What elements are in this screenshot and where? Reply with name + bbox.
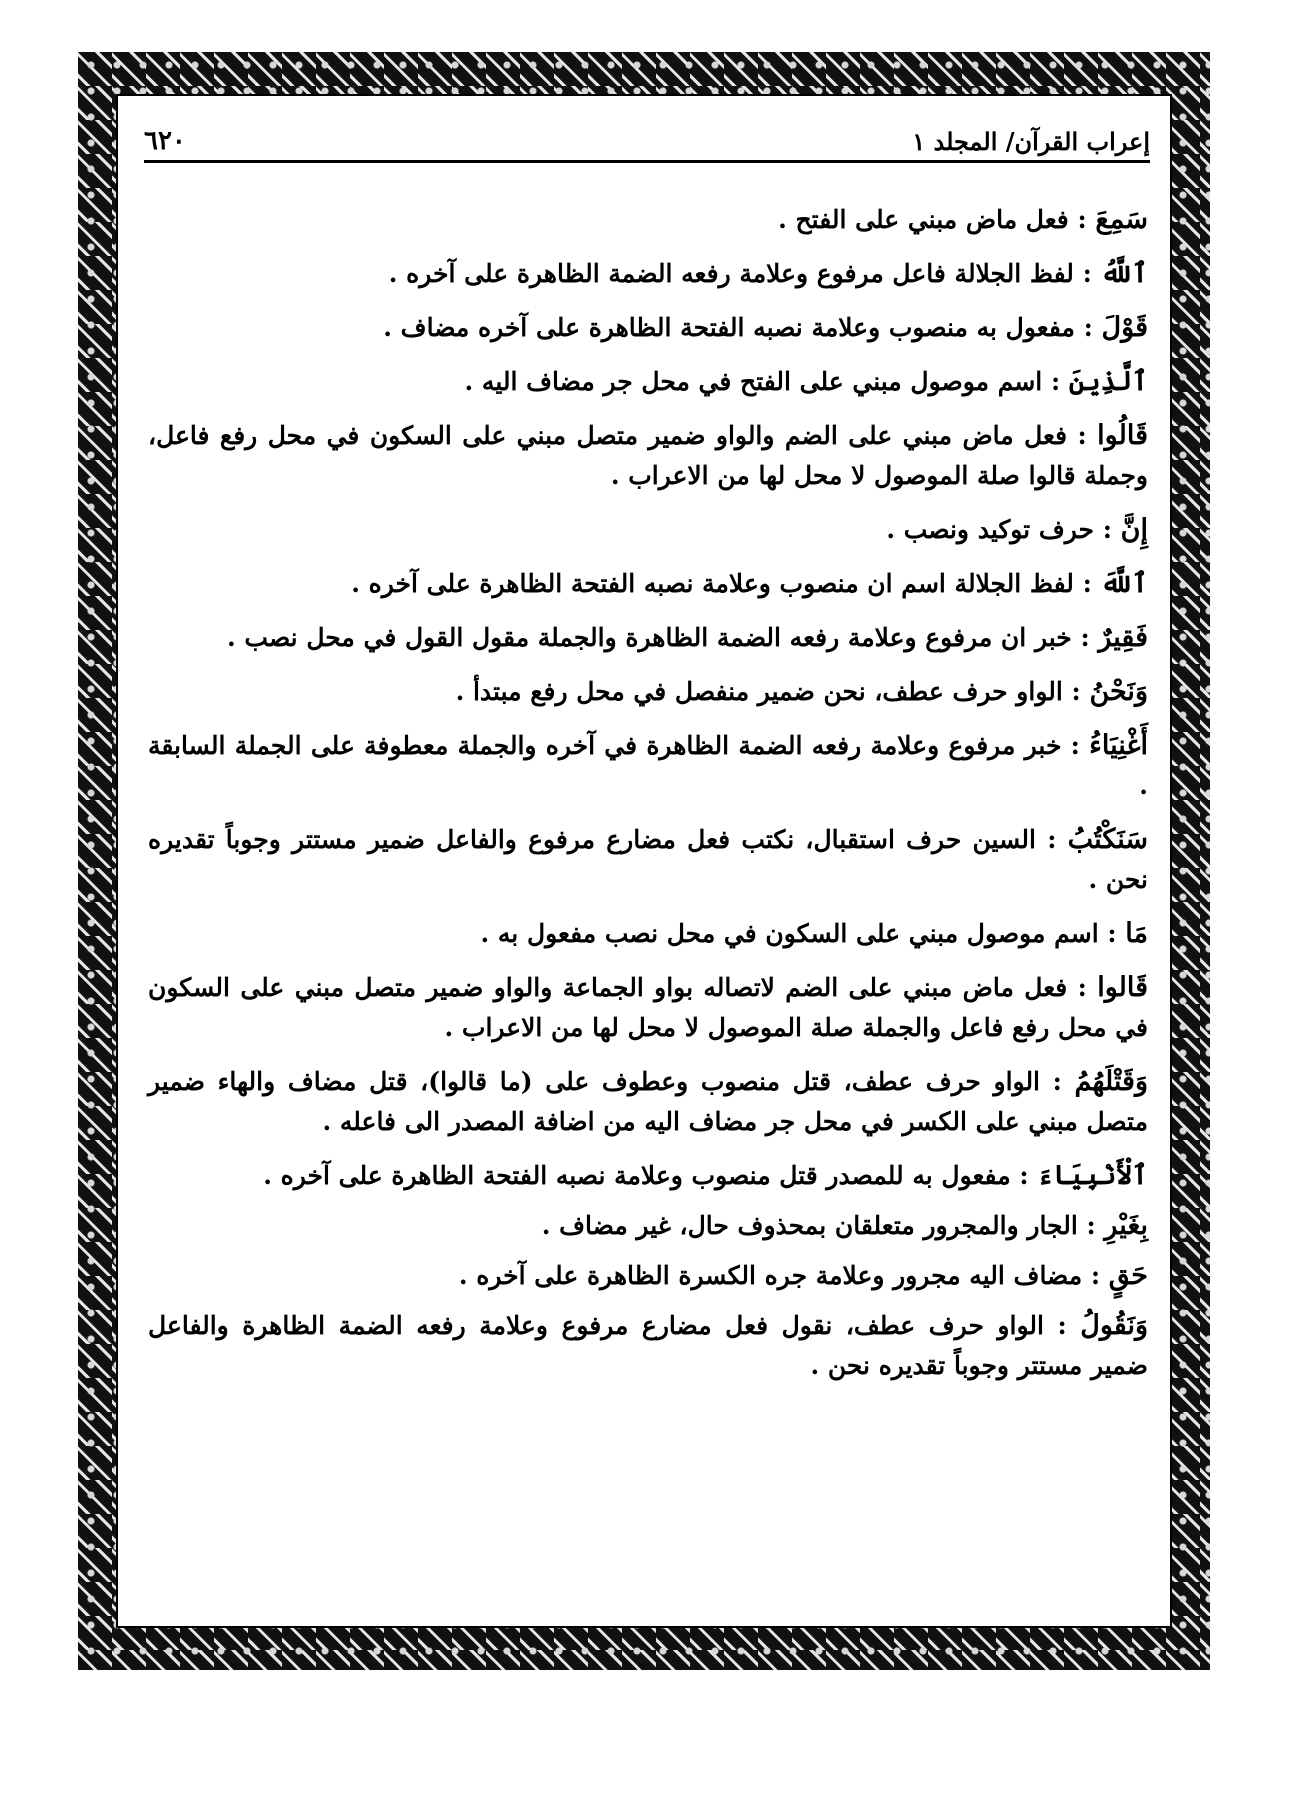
entry-text: خبر مرفوع وعلامة رفعه الضمة الظاهرة في آخره والجملة معطوفة على الجملة السابقة . xyxy=(148,731,1148,800)
entry-text: الجار والمجرور متعلقان بمحذوف حال، غير مضاف . xyxy=(541,1211,1078,1240)
entry-text: خبر ان مرفوع وعلامة رفعه الضمة الظاهرة والجملة مقول القول في محل نصب . xyxy=(227,623,1072,652)
entry-text: اسم موصول مبني على السكون في محل نصب مفعول به . xyxy=(480,919,1099,948)
page-header xyxy=(144,122,1150,163)
entry-text: فعل ماض مبني على الضم والواو ضمير متصل مبني على السكون في محل رفع فاعل، وجملة قالوا صلة الموصول لا محل لها من الاعراب . xyxy=(148,421,1148,490)
entry-text: فعل ماض مبني على الضم لاتصاله بواو الجماعة والواو ضمير متصل مبني على السكون في محل رفع فاعل والجملة صلة الموصول لا محل لها من الاعراب . xyxy=(148,973,1148,1042)
entry-word: بِغَيْرِ xyxy=(1104,1210,1148,1241)
entry-text: الواو حرف عطف، نحن ضمير منفصل في محل رفع مبتدأ . xyxy=(455,677,1063,706)
entry: وَقَتْلَهُمُ : الواو حرف عطف، قتل منصوب وعطوف على (ما قالوا)، قتل مضاف والهاء ضمير متصل مبني على الكسر في محل جر مضاف اليه من اضافة المصدر الى فاعله . xyxy=(148,1066,1148,1136)
entry: ٱلَّذِينَ : اسم موصول مبني على الفتح في محل جر مضاف اليه . xyxy=(464,366,1148,397)
entry: بِغَيْرِ : الجار والمجرور متعلقان بمحذوف حال، غير مضاف . xyxy=(541,1210,1148,1241)
entry-text: مفعول به منصوب وعلامة نصبه الفتحة الظاهرة على آخره مضاف . xyxy=(383,313,1075,342)
entry-word: وَقَتْلَهُمُ xyxy=(1074,1066,1148,1097)
entry-text: مفعول به للمصدر قتل منصوب وعلامة نصبه الفتحة الظاهرة على آخره . xyxy=(263,1161,1011,1190)
running-title: إعراب القرآن/ المجلد ١ xyxy=(912,127,1150,156)
entry-word: ٱللَّهَ xyxy=(1100,568,1148,599)
entry-word: ٱلَّذِينَ xyxy=(1068,366,1148,397)
entry-word: سَنَكْتُبُ xyxy=(1067,824,1148,855)
irab-entries xyxy=(148,200,1148,1400)
entry-text: الواو حرف عطف، قتل منصوب وعطوف على (ما قالوا)، قتل مضاف والهاء ضمير متصل مبني على الكسر في محل جر مضاف اليه من اضافة المصدر الى فاعله . xyxy=(148,1067,1148,1136)
entry-word: قَالُوا xyxy=(1097,420,1148,451)
entry: إِنَّ : حرف توكيد ونصب . xyxy=(886,514,1148,545)
entry: حَقٍ : مضاف اليه مجرور وعلامة جره الكسرة الظاهرة على آخره . xyxy=(458,1260,1148,1291)
entry: ٱللَّهُ : لفظ الجلالة فاعل مرفوع وعلامة رفعه الضمة الظاهرة على آخره . xyxy=(388,258,1148,289)
entry-text: حرف توكيد ونصب . xyxy=(886,515,1095,544)
entry-text: لفظ الجلالة اسم ان منصوب وعلامة نصبه الفتحة الظاهرة على آخره . xyxy=(351,569,1074,598)
entry-word: وَنَقُولُ xyxy=(1080,1310,1148,1341)
entry-word: وَنَحْنُ xyxy=(1089,676,1148,707)
entry-word: مَا xyxy=(1125,918,1148,949)
entry-text: فعل ماض مبني على الفتح . xyxy=(778,205,1069,234)
entry-text: السين حرف استقبال، نكتب فعل مضارع مرفوع والفاعل ضمير مستتر وجوباً تقديره نحن . xyxy=(148,825,1148,894)
entry-word: فَقِيرٌ xyxy=(1098,622,1148,653)
entry-word: سَمِعَ xyxy=(1095,204,1148,235)
entry: قَالوا : فعل ماض مبني على الضم لاتصاله بواو الجماعة والواو ضمير متصل مبني على السكون في محل رفع فاعل والجملة صلة الموصول لا محل لها من الاعراب . xyxy=(148,972,1149,1042)
entry-word: قَالوا xyxy=(1097,972,1149,1003)
entry-text: اسم موصول مبني على الفتح في محل جر مضاف اليه . xyxy=(464,367,1043,396)
entry: وَنَحْنُ : الواو حرف عطف، نحن ضمير منفصل في محل رفع مبتدأ . xyxy=(455,676,1148,707)
entry-text: مضاف اليه مجرور وعلامة جره الكسرة الظاهرة على آخره . xyxy=(458,1261,1083,1290)
entry-word: حَقٍ xyxy=(1108,1260,1148,1291)
entry: مَا : اسم موصول مبني على السكون في محل نصب مفعول به . xyxy=(480,918,1148,949)
entry-word: ٱلْأَنْبِيَاءَ xyxy=(1037,1160,1148,1191)
entry-word: ٱللَّهُ xyxy=(1100,258,1148,289)
entry-text: الواو حرف عطف، نقول فعل مضارع مرفوع وعلامة رفعه الضمة الظاهرة والفاعل ضمير مستتر وجوباً تقديره نحن . xyxy=(148,1311,1148,1380)
entry: قَالُوا : فعل ماض مبني على الضم والواو ضمير متصل مبني على السكون في محل رفع فاعل، وجملة قالوا صلة الموصول لا محل لها من الاعراب . xyxy=(148,420,1148,490)
entry: ٱللَّهَ : لفظ الجلالة اسم ان منصوب وعلامة نصبه الفتحة الظاهرة على آخره . xyxy=(351,568,1148,599)
entry-text: لفظ الجلالة فاعل مرفوع وعلامة رفعه الضمة الظاهرة على آخره . xyxy=(388,259,1074,288)
entry-word: قَوْلَ xyxy=(1101,312,1148,343)
entry-word: أَغْنِيَاءُ xyxy=(1089,730,1148,761)
entry: أَغْنِيَاءُ : خبر مرفوع وعلامة رفعه الضمة الظاهرة في آخره والجملة معطوفة على الجملة السابقة . xyxy=(148,730,1148,800)
entry: سَنَكْتُبُ : السين حرف استقبال، نكتب فعل مضارع مرفوع والفاعل ضمير مستتر وجوباً تقديره نحن . xyxy=(148,824,1148,894)
entry: فَقِيرٌ : خبر ان مرفوع وعلامة رفعه الضمة الظاهرة والجملة مقول القول في محل نصب . xyxy=(227,622,1148,653)
entry: وَنَقُولُ : الواو حرف عطف، نقول فعل مضارع مرفوع وعلامة رفعه الضمة الظاهرة والفاعل ضمير مستتر وجوباً تقديره نحن . xyxy=(148,1310,1148,1380)
entry-word: إِنَّ xyxy=(1120,514,1148,545)
page-number: ٦٢٠ xyxy=(144,126,186,156)
entry: سَمِعَ : فعل ماض مبني على الفتح . xyxy=(778,204,1148,235)
entry: قَوْلَ : مفعول به منصوب وعلامة نصبه الفتحة الظاهرة على آخره مضاف . xyxy=(383,312,1148,343)
entry: ٱلْأَنْبِيَاءَ : مفعول به للمصدر قتل منصوب وعلامة نصبه الفتحة الظاهرة على آخره . xyxy=(263,1160,1148,1191)
